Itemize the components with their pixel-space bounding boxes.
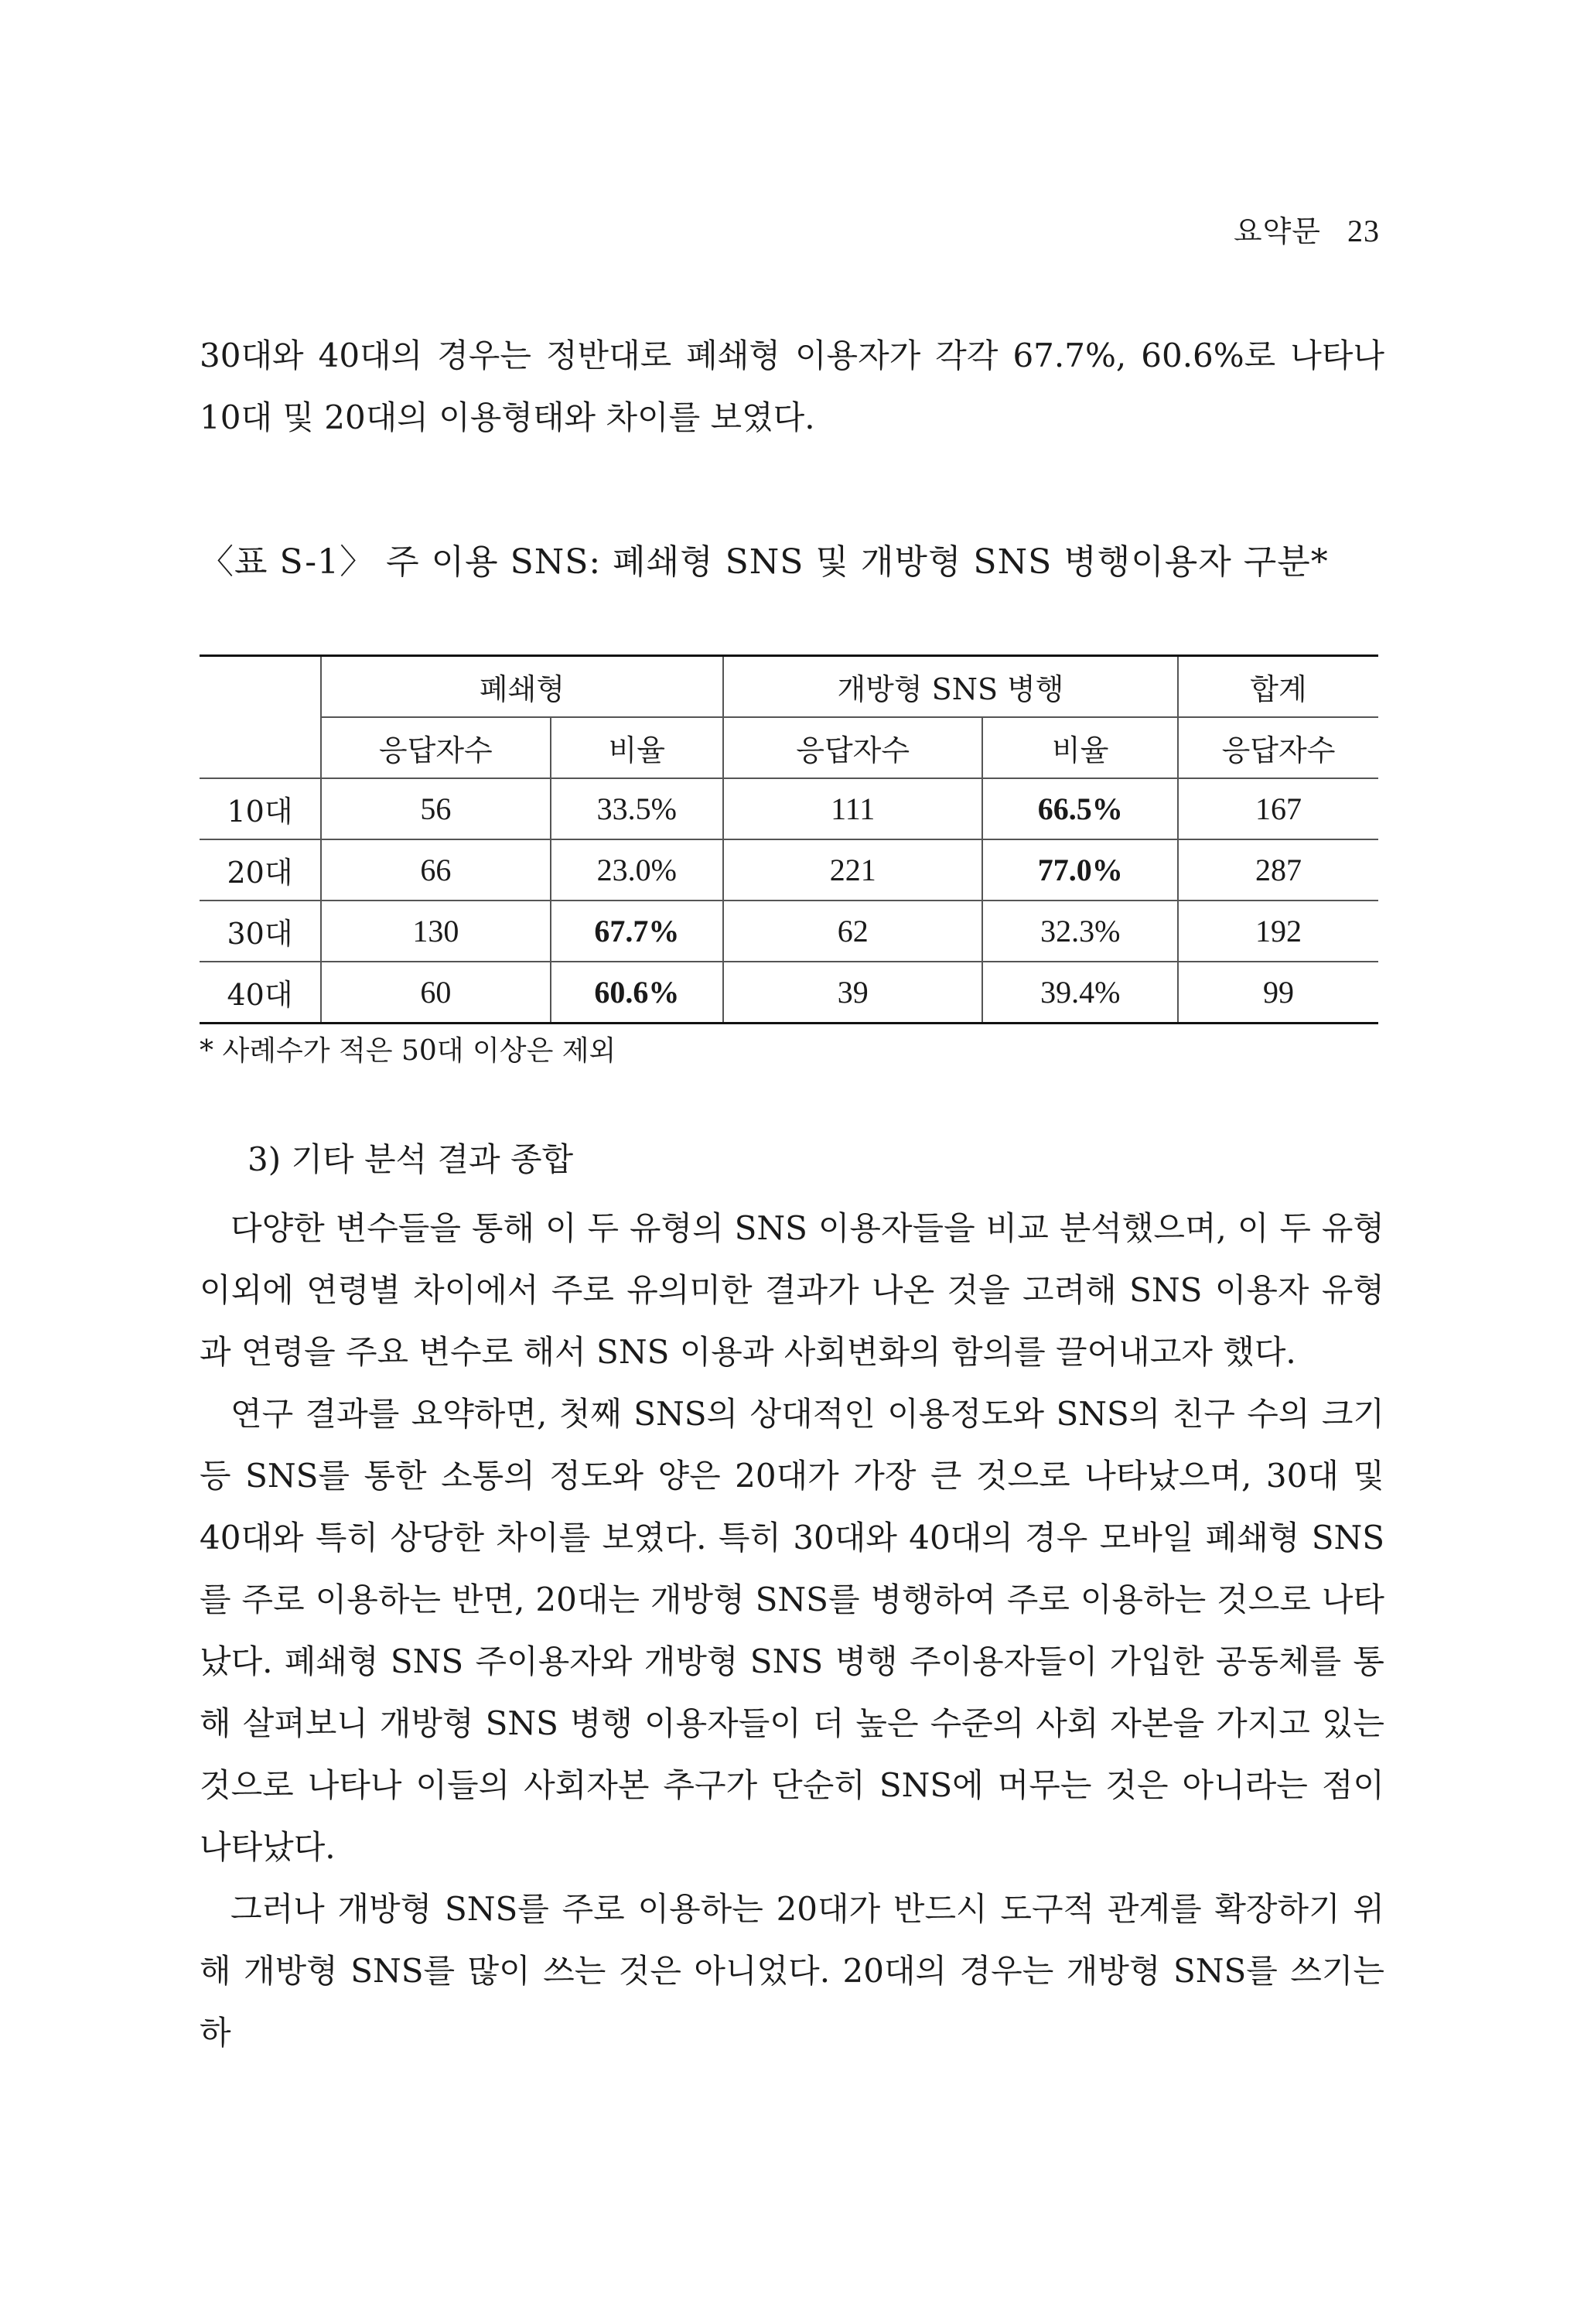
- table-row: [200, 962, 1378, 1024]
- cell-closed-pct: 33.5%: [551, 778, 723, 839]
- table-group-header-row: [200, 656, 1378, 718]
- cell-closed-n: 60: [321, 962, 551, 1024]
- cell-open-pct: 39.4%: [982, 962, 1178, 1024]
- table-sub-header-row: [200, 717, 1378, 778]
- cell-closed-n: 66: [321, 839, 551, 901]
- cell-open-pct: 32.3%: [982, 901, 1178, 962]
- cell-total: 167: [1178, 778, 1378, 839]
- header-section-title: 요약문: [1233, 214, 1321, 248]
- cell-open-pct: 66.5%: [982, 778, 1178, 839]
- cell-closed-pct: 67.7%: [551, 901, 723, 962]
- cell-closed-pct: 60.6%: [551, 962, 723, 1024]
- table-row: [200, 901, 1378, 962]
- cell-closed-pct: 23.0%: [551, 839, 723, 901]
- cell-closed-n: 56: [321, 778, 551, 839]
- cell-open-n: 62: [723, 901, 983, 962]
- cell-total: 287: [1178, 839, 1378, 901]
- table-caption: 〈표 S-1〉 주 이용 SNS: 폐쇄형 SNS 및 개방형 SNS 병행이용자 구분*: [200, 542, 1329, 582]
- group-header-open: 개방형 SNS 병행: [723, 656, 1178, 718]
- sub-header: 비율: [982, 717, 1178, 778]
- intro-paragraph: [200, 325, 1384, 449]
- cell-open-n: 111: [723, 778, 983, 839]
- page-number: 23: [1347, 214, 1380, 248]
- body-paragraph: 연구 결과를 요약하면, 첫째 SNS의 상대적인 이용정도와 SNS의 친구 수의 크기 등 SNS를 통한 소통의 정도와 양은 20대가 가장 큰 것으로 나타났으며, 30대 및 40대와 특히 상당한 차이를 보였다. 특히 30대와 40대의 경우 모바일 폐쇄형 SNS를 주로 이용하는 반면, 20대는 개방형 SNS를 병행하여 주로 이용하는 것으로 나타났다. 폐쇄형 SNS 주이용자와 개방형 SNS 병행 주이용자들이 가입한 공동체를 통해 살펴보니 개방형 SNS 병행 이용자들이 더 높은 수준의 사회 자본을 가지고 있는 것으로 나타나 이들의 사회자본 추구가 단순히 SNS에 머무는 것은 아니라는 점이 나타났다.: [200, 1395, 1384, 1866]
- sub-header: 응답자수: [321, 717, 551, 778]
- cell-open-pct: 77.0%: [982, 839, 1178, 901]
- group-header-closed: 폐쇄형: [321, 656, 723, 718]
- table-row: [200, 839, 1378, 901]
- sub-header: 비율: [551, 717, 723, 778]
- body-paragraph: 다양한 변수들을 통해 이 두 유형의 SNS 이용자들을 비교 분석했으며, 이 두 유형 이외에 연령별 차이에서 주로 유의미한 결과가 나온 것을 고려해 SNS 이용자 유형과 연령을 주요 변수로 해서 SNS 이용과 사회변화의 함의를 끌어내고자 했다.: [200, 1209, 1384, 1371]
- section-heading: 3) 기타 분석 결과 종합: [248, 1140, 574, 1178]
- cell-total: 99: [1178, 962, 1378, 1024]
- body-text: [200, 1198, 1384, 2064]
- row-label: 20대: [200, 839, 321, 901]
- cell-open-n: 39: [723, 962, 983, 1024]
- running-header: [1234, 207, 1380, 250]
- body-paragraph: 그러나 개방형 SNS를 주로 이용하는 20대가 반드시 도구적 관계를 확장하기 위해 개방형 SNS를 많이 쓰는 것은 아니었다. 20대의 경우는 개방형 SNS를 쓰기는 하: [200, 1890, 1384, 2052]
- row-label: 30대: [200, 901, 321, 962]
- row-label: 10대: [200, 778, 321, 839]
- cell-total: 192: [1178, 901, 1378, 962]
- table-corner-cell: [200, 656, 321, 779]
- group-header-total: 합계: [1178, 656, 1378, 718]
- cell-open-n: 221: [723, 839, 983, 901]
- cell-closed-n: 130: [321, 901, 551, 962]
- data-table: [200, 654, 1378, 1024]
- table-row: [200, 778, 1378, 839]
- intro-text: 30대와 40대의 경우는 정반대로 폐쇄형 이용자가 각각 67.7%, 60.6%로 나타나 10대 및 20대의 이용형태와 차이를 보였다.: [200, 337, 1384, 436]
- table-footnote: * 사례수가 적은 50대 이상은 제외: [200, 1035, 616, 1067]
- sub-header: 응답자수: [723, 717, 983, 778]
- row-label: 40대: [200, 962, 321, 1024]
- sub-header: 응답자수: [1178, 717, 1378, 778]
